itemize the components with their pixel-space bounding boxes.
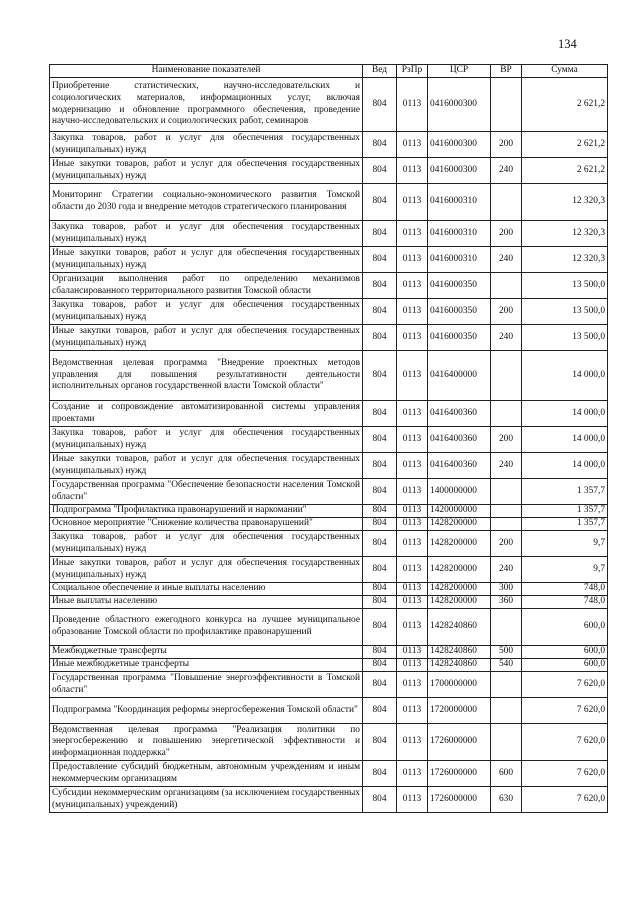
row-rzpr: 0113 bbox=[397, 609, 428, 646]
row-sum: 1 357,7 bbox=[522, 479, 608, 505]
row-csr: 0416000350 bbox=[428, 273, 491, 299]
header-rzpr: РзПр bbox=[397, 65, 428, 78]
row-rzpr: 0113 bbox=[397, 453, 428, 479]
row-name: Подпрограмма "Профилактика правонарушений и наркомании" bbox=[50, 505, 363, 518]
row-name: Закупка товаров, работ и услуг для обеспечения государственных (муниципальных) нужд bbox=[50, 299, 363, 325]
table-row bbox=[50, 787, 608, 813]
row-sum: 12 320,3 bbox=[522, 221, 608, 247]
row-csr: 1726000000 bbox=[428, 724, 491, 761]
row-sum: 12 320,3 bbox=[522, 184, 608, 221]
row-rzpr: 0113 bbox=[397, 325, 428, 351]
row-sum: 13 500,0 bbox=[522, 325, 608, 351]
row-csr: 1420000000 bbox=[428, 505, 491, 518]
table-row bbox=[50, 184, 608, 221]
row-name: Закупка товаров, работ и услуг для обеспечения государственных (муниципальных) нужд bbox=[50, 132, 363, 158]
row-csr: 1428200000 bbox=[428, 583, 491, 596]
row-sum: 7 620,0 bbox=[522, 672, 608, 698]
row-sum: 748,0 bbox=[522, 596, 608, 609]
row-sum: 2 621,2 bbox=[522, 78, 608, 132]
row-rzpr: 0113 bbox=[397, 761, 428, 787]
header-vr: ВР bbox=[491, 65, 522, 78]
table-row bbox=[50, 609, 608, 646]
row-ved: 804 bbox=[363, 184, 397, 221]
row-ved: 804 bbox=[363, 724, 397, 761]
row-sum: 9,7 bbox=[522, 531, 608, 557]
row-name: Основное мероприятие "Снижение количества правонарушений" bbox=[50, 518, 363, 531]
row-csr: 0416000310 bbox=[428, 247, 491, 273]
row-csr: 1700000000 bbox=[428, 672, 491, 698]
row-name: Ведомственная целевая программа "Внедрение проектных методов управления для повышения результативности деятельности исполнительных органов государственной власти Томской области" bbox=[50, 351, 363, 401]
row-rzpr: 0113 bbox=[397, 221, 428, 247]
row-vr: 240 bbox=[491, 158, 522, 184]
row-rzpr: 0113 bbox=[397, 479, 428, 505]
row-rzpr: 0113 bbox=[397, 518, 428, 531]
row-csr: 0416000350 bbox=[428, 299, 491, 325]
row-csr: 0416000350 bbox=[428, 325, 491, 351]
row-name: Закупка товаров, работ и услуг для обеспечения государственных (муниципальных) нужд bbox=[50, 221, 363, 247]
table-row bbox=[50, 646, 608, 659]
row-csr: 0416000300 bbox=[428, 132, 491, 158]
row-csr: 0416000300 bbox=[428, 78, 491, 132]
row-name: Приобретение статистических, научно-исследовательских и социологических материалов, информационных услуг, включая модернизацию и обновление программного обеспечения, проведение научно-исследовательских и социологических работ, семинаров bbox=[50, 78, 363, 132]
table-row bbox=[50, 698, 608, 724]
row-ved: 804 bbox=[363, 761, 397, 787]
row-name: Иные закупки товаров, работ и услуг для обеспечения государственных (муниципальных) нужд bbox=[50, 557, 363, 583]
row-vr bbox=[491, 518, 522, 531]
row-ved: 804 bbox=[363, 78, 397, 132]
table-row bbox=[50, 273, 608, 299]
row-sum: 7 620,0 bbox=[522, 761, 608, 787]
row-vr bbox=[491, 78, 522, 132]
row-csr: 0416000310 bbox=[428, 184, 491, 221]
row-csr: 1428200000 bbox=[428, 518, 491, 531]
row-rzpr: 0113 bbox=[397, 401, 428, 427]
row-rzpr: 0113 bbox=[397, 273, 428, 299]
row-name: Социальное обеспечение и иные выплаты населению bbox=[50, 583, 363, 596]
table-row bbox=[50, 659, 608, 672]
row-sum: 600,0 bbox=[522, 609, 608, 646]
table-row bbox=[50, 531, 608, 557]
row-ved: 804 bbox=[363, 596, 397, 609]
page-number: 134 bbox=[558, 37, 577, 51]
row-sum: 14 000,0 bbox=[522, 453, 608, 479]
row-name: Иные закупки товаров, работ и услуг для обеспечения государственных (муниципальных) нужд bbox=[50, 325, 363, 351]
row-csr: 1726000000 bbox=[428, 761, 491, 787]
row-vr bbox=[491, 609, 522, 646]
row-ved: 804 bbox=[363, 659, 397, 672]
row-vr: 240 bbox=[491, 247, 522, 273]
row-rzpr: 0113 bbox=[397, 698, 428, 724]
row-vr: 600 bbox=[491, 761, 522, 787]
row-vr bbox=[491, 698, 522, 724]
table-row bbox=[50, 351, 608, 401]
row-name: Ведомственная целевая программа "Реализация политики по энергосбережению и повышению энергетической эффективности и информационная поддержка" bbox=[50, 724, 363, 761]
row-csr: 1428240860 bbox=[428, 646, 491, 659]
row-vr: 300 bbox=[491, 583, 522, 596]
row-vr: 240 bbox=[491, 453, 522, 479]
row-ved: 804 bbox=[363, 505, 397, 518]
row-name: Межбюджетные трансферты bbox=[50, 646, 363, 659]
row-sum: 14 000,0 bbox=[522, 351, 608, 401]
row-vr: 630 bbox=[491, 787, 522, 813]
table-row bbox=[50, 247, 608, 273]
row-rzpr: 0113 bbox=[397, 351, 428, 401]
row-rzpr: 0113 bbox=[397, 787, 428, 813]
row-csr: 0416000300 bbox=[428, 158, 491, 184]
row-sum: 7 620,0 bbox=[522, 698, 608, 724]
row-csr: 0416400000 bbox=[428, 351, 491, 401]
row-vr bbox=[491, 672, 522, 698]
row-vr: 240 bbox=[491, 557, 522, 583]
row-name: Мониторинг Стратегии социально-экономического развития Томской области до 2030 года и внедрение методов стратегического планирования bbox=[50, 184, 363, 221]
row-name: Иные закупки товаров, работ и услуг для обеспечения государственных (муниципальных) нужд bbox=[50, 247, 363, 273]
row-csr: 1428200000 bbox=[428, 557, 491, 583]
row-ved: 804 bbox=[363, 351, 397, 401]
row-ved: 804 bbox=[363, 453, 397, 479]
row-ved: 804 bbox=[363, 273, 397, 299]
row-name: Создание и сопровождение автоматизированной системы управления проектами bbox=[50, 401, 363, 427]
table-row bbox=[50, 518, 608, 531]
row-csr: 0416400360 bbox=[428, 453, 491, 479]
row-vr: 200 bbox=[491, 221, 522, 247]
row-name: Проведение областного ежегодного конкурса на лучшее муниципальное образование Томской области по профилактике правонарушений bbox=[50, 609, 363, 646]
row-ved: 804 bbox=[363, 583, 397, 596]
row-sum: 14 000,0 bbox=[522, 427, 608, 453]
row-csr: 0416400360 bbox=[428, 401, 491, 427]
table-row bbox=[50, 132, 608, 158]
row-vr bbox=[491, 184, 522, 221]
row-sum: 600,0 bbox=[522, 646, 608, 659]
table-row bbox=[50, 325, 608, 351]
row-csr: 1720000000 bbox=[428, 698, 491, 724]
row-vr: 200 bbox=[491, 531, 522, 557]
row-name: Иные выплаты населению bbox=[50, 596, 363, 609]
row-sum: 600,0 bbox=[522, 659, 608, 672]
row-ved: 804 bbox=[363, 698, 397, 724]
table-row bbox=[50, 557, 608, 583]
row-vr: 240 bbox=[491, 325, 522, 351]
row-rzpr: 0113 bbox=[397, 557, 428, 583]
row-sum: 12 320,3 bbox=[522, 247, 608, 273]
row-vr: 200 bbox=[491, 427, 522, 453]
row-ved: 804 bbox=[363, 479, 397, 505]
row-rzpr: 0113 bbox=[397, 184, 428, 221]
row-csr: 1428200000 bbox=[428, 531, 491, 557]
row-vr: 360 bbox=[491, 596, 522, 609]
row-name: Государственная программа "Повышение энергоэффективности в Томской области" bbox=[50, 672, 363, 698]
row-ved: 804 bbox=[363, 557, 397, 583]
header-csr: ЦСР bbox=[428, 65, 491, 78]
row-name: Закупка товаров, работ и услуг для обеспечения государственных (муниципальных) нужд bbox=[50, 531, 363, 557]
row-rzpr: 0113 bbox=[397, 583, 428, 596]
row-ved: 804 bbox=[363, 646, 397, 659]
row-csr: 0416000310 bbox=[428, 221, 491, 247]
row-ved: 804 bbox=[363, 427, 397, 453]
row-ved: 804 bbox=[363, 132, 397, 158]
row-sum: 7 620,0 bbox=[522, 787, 608, 813]
row-sum: 1 357,7 bbox=[522, 505, 608, 518]
row-sum: 13 500,0 bbox=[522, 299, 608, 325]
row-name: Закупка товаров, работ и услуг для обеспечения государственных (муниципальных) нужд bbox=[50, 427, 363, 453]
row-ved: 804 bbox=[363, 247, 397, 273]
row-rzpr: 0113 bbox=[397, 672, 428, 698]
row-name: Подпрограмма "Координация реформы энергосбережения Томской области" bbox=[50, 698, 363, 724]
row-name: Организация выполнения работ по определению механизмов сбалансированного территориального развития Томской области bbox=[50, 273, 363, 299]
row-sum: 2 621,2 bbox=[522, 132, 608, 158]
table-row bbox=[50, 479, 608, 505]
row-csr: 1726000000 bbox=[428, 787, 491, 813]
table-row bbox=[50, 724, 608, 761]
table-body bbox=[50, 78, 608, 813]
row-rzpr: 0113 bbox=[397, 531, 428, 557]
table-row bbox=[50, 299, 608, 325]
row-rzpr: 0113 bbox=[397, 646, 428, 659]
row-sum: 2 621,2 bbox=[522, 158, 608, 184]
header-sum: Сумма bbox=[522, 65, 608, 78]
table-row bbox=[50, 583, 608, 596]
row-sum: 9,7 bbox=[522, 557, 608, 583]
row-rzpr: 0113 bbox=[397, 659, 428, 672]
table-row bbox=[50, 761, 608, 787]
table-row bbox=[50, 401, 608, 427]
row-sum: 1 357,7 bbox=[522, 518, 608, 531]
row-vr bbox=[491, 724, 522, 761]
row-vr: 540 bbox=[491, 659, 522, 672]
row-name: Предоставление субсидий бюджетным, автономным учреждениям и иным некоммерческим организациям bbox=[50, 761, 363, 787]
row-name: Иные закупки товаров, работ и услуг для обеспечения государственных (муниципальных) нужд bbox=[50, 158, 363, 184]
row-csr: 0416400360 bbox=[428, 427, 491, 453]
row-csr: 1428240860 bbox=[428, 609, 491, 646]
table-header-row bbox=[50, 65, 608, 78]
row-csr: 1428200000 bbox=[428, 596, 491, 609]
row-rzpr: 0113 bbox=[397, 158, 428, 184]
row-rzpr: 0113 bbox=[397, 78, 428, 132]
row-name: Иные закупки товаров, работ и услуг для обеспечения государственных (муниципальных) нужд bbox=[50, 453, 363, 479]
row-sum: 748,0 bbox=[522, 583, 608, 596]
row-rzpr: 0113 bbox=[397, 132, 428, 158]
table-row bbox=[50, 158, 608, 184]
row-csr: 1400000000 bbox=[428, 479, 491, 505]
row-name: Субсидии некоммерческим организациям (за исключением государственных (муниципальных) учреждений) bbox=[50, 787, 363, 813]
row-vr: 200 bbox=[491, 299, 522, 325]
row-rzpr: 0113 bbox=[397, 427, 428, 453]
row-ved: 804 bbox=[363, 299, 397, 325]
row-sum: 13 500,0 bbox=[522, 273, 608, 299]
table-row bbox=[50, 221, 608, 247]
row-rzpr: 0113 bbox=[397, 505, 428, 518]
row-vr: 500 bbox=[491, 646, 522, 659]
row-rzpr: 0113 bbox=[397, 724, 428, 761]
row-ved: 804 bbox=[363, 325, 397, 351]
table-row bbox=[50, 453, 608, 479]
row-sum: 7 620,0 bbox=[522, 724, 608, 761]
table-row bbox=[50, 427, 608, 453]
row-ved: 804 bbox=[363, 401, 397, 427]
header-ved: Вед bbox=[363, 65, 397, 78]
row-sum: 14 000,0 bbox=[522, 401, 608, 427]
row-name: Иные межбюджетные трансферты bbox=[50, 659, 363, 672]
row-ved: 804 bbox=[363, 787, 397, 813]
row-name: Государственная программа "Обеспечение безопасности населения Томской области" bbox=[50, 479, 363, 505]
row-ved: 804 bbox=[363, 221, 397, 247]
row-vr bbox=[491, 479, 522, 505]
row-ved: 804 bbox=[363, 518, 397, 531]
row-vr bbox=[491, 351, 522, 401]
row-ved: 804 bbox=[363, 609, 397, 646]
table-row bbox=[50, 672, 608, 698]
row-vr bbox=[491, 273, 522, 299]
table-row bbox=[50, 78, 608, 132]
row-vr: 200 bbox=[491, 132, 522, 158]
row-ved: 804 bbox=[363, 158, 397, 184]
row-vr bbox=[491, 401, 522, 427]
row-vr bbox=[491, 505, 522, 518]
table-row bbox=[50, 596, 608, 609]
row-rzpr: 0113 bbox=[397, 299, 428, 325]
row-csr: 1428240860 bbox=[428, 659, 491, 672]
row-ved: 804 bbox=[363, 672, 397, 698]
row-rzpr: 0113 bbox=[397, 247, 428, 273]
header-name: Наименование показателей bbox=[50, 65, 363, 78]
table-row bbox=[50, 505, 608, 518]
row-rzpr: 0113 bbox=[397, 596, 428, 609]
row-ved: 804 bbox=[363, 531, 397, 557]
budget-table bbox=[49, 64, 608, 813]
